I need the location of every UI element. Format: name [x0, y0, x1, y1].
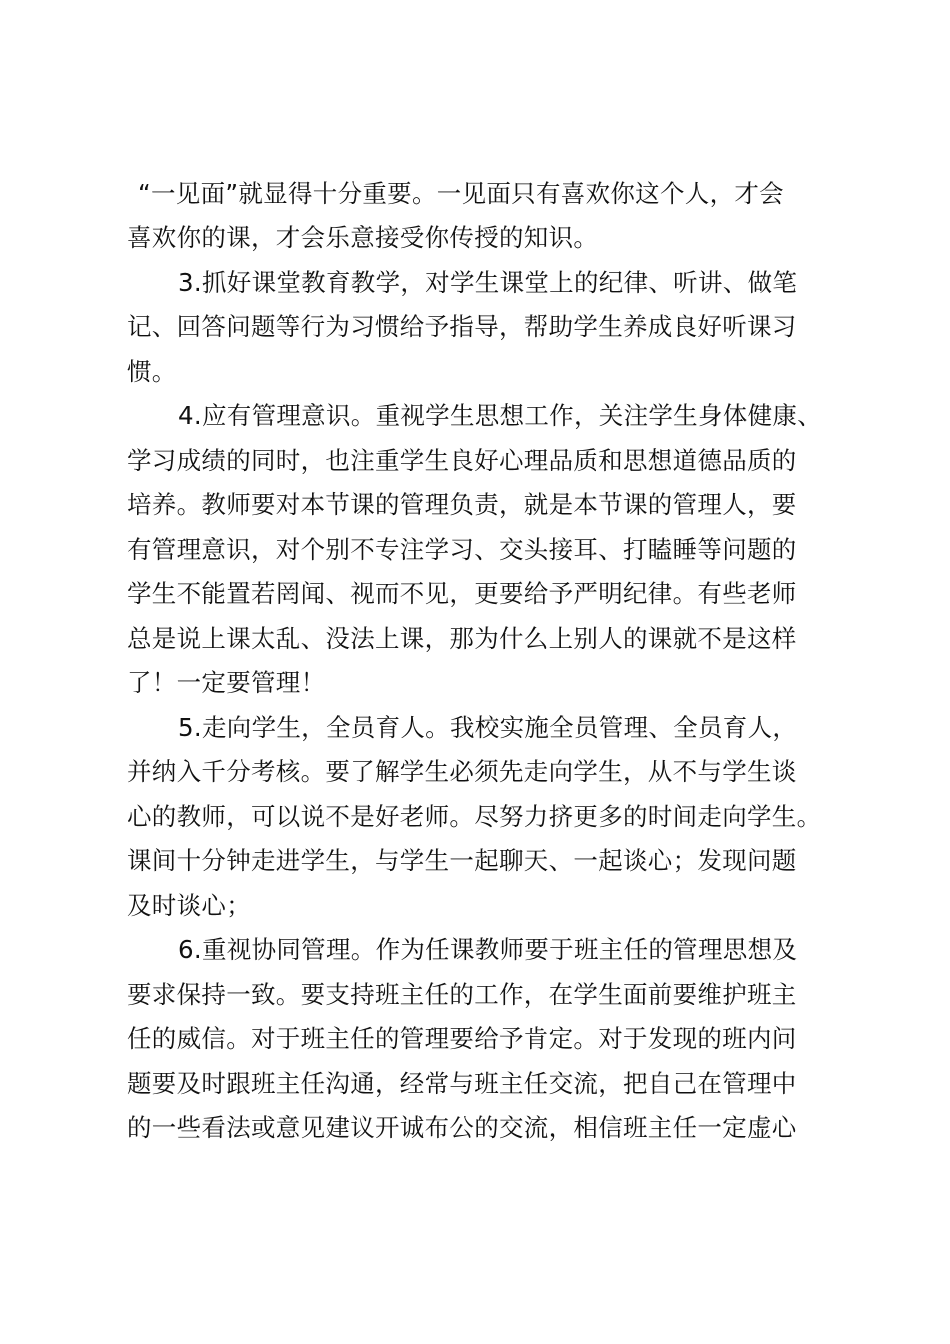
- text-line: 学生不能置若罔闻、视而不见，更要给予严明纪律。有些老师: [127, 579, 797, 608]
- text-line: 学习成绩的同时，也注重学生良好心理品质和思想道德品质的: [127, 446, 797, 475]
- text-line: 了！一定要管理！: [127, 668, 326, 697]
- text-line: 题要及时跟班主任沟通，经常与班主任交流，把自己在管理中: [127, 1069, 797, 1098]
- paragraph-3-heading-line: 3.抓好课堂教育教学，对学生课堂上的纪律、听讲、做笔: [178, 268, 798, 297]
- text-line: 及时谈心；: [127, 891, 251, 920]
- text-line: 喜欢你的课，才会乐意接受你传授的知识。: [127, 223, 599, 252]
- paragraph-4-heading-line: 4.应有管理意识。重视学生思想工作，关注学生身体健康、: [178, 401, 822, 430]
- text-line: 的一些看法或意见建议开诚布公的交流，相信班主任一定虚心: [127, 1113, 797, 1142]
- text-line: 有管理意识，对个别不专注学习、交头接耳、打瞌睡等问题的: [127, 535, 797, 564]
- text-line: 并纳入千分考核。要了解学生必须先走向学生，从不与学生谈: [127, 757, 797, 786]
- text-line: 要求保持一致。要支持班主任的工作，在学生面前要维护班主: [127, 980, 797, 1009]
- text-line: “一见面”就显得十分重要。一见面只有喜欢你这个人，才会: [138, 179, 784, 208]
- paragraph-6-heading-line: 6.重视协同管理。作为任课教师要于班主任的管理思想及: [178, 935, 798, 964]
- paragraph-5-heading-line: 5.走向学生，全员育人。我校实施全员管理、全员育人，: [178, 713, 798, 742]
- text-line: 总是说上课太乱、没法上课，那为什么上别人的课就不是这样: [127, 624, 797, 653]
- text-line: 惯。: [127, 357, 177, 386]
- text-line: 培养。教师要对本节课的管理负责，就是本节课的管理人，要: [127, 490, 797, 519]
- text-line: 记、回答问题等行为习惯给予指导，帮助学生养成良好听课习: [127, 312, 797, 341]
- text-line: 心的教师，可以说不是好老师。尽努力挤更多的时间走向学生。: [127, 802, 822, 831]
- text-line: 课间十分钟走进学生，与学生一起聊天、一起谈心；发现问题: [127, 846, 797, 875]
- text-line: 任的威信。对于班主任的管理要给予肯定。对于发现的班内问: [127, 1024, 797, 1053]
